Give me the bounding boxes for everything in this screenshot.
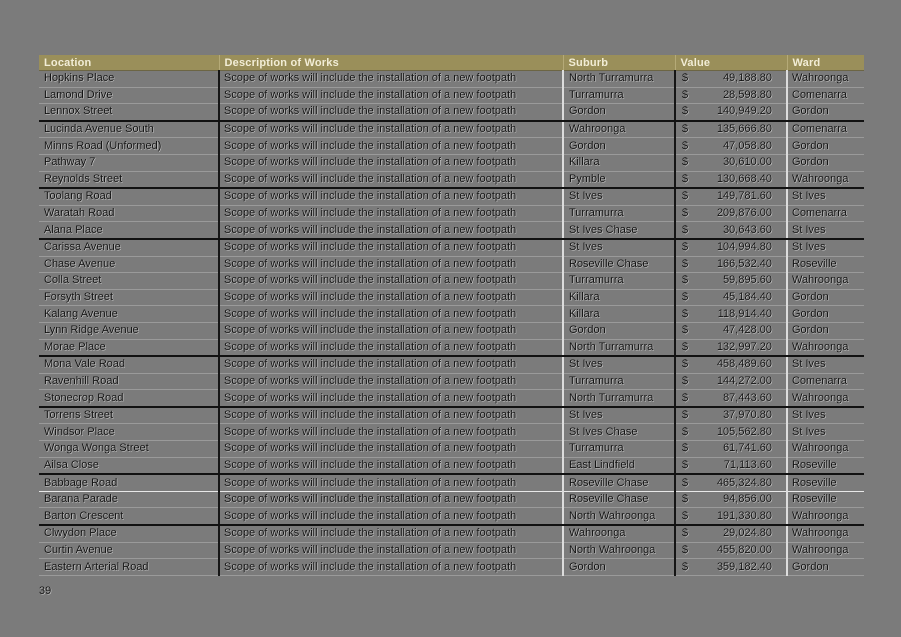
cell-ward: St Ives [787,424,864,441]
value-amount: 118,914.40 [717,307,772,320]
currency-symbol: $ [682,476,689,489]
table-row [39,171,864,188]
value-amount: 105,562.80 [716,425,772,438]
table-row [39,71,864,88]
cell-suburb: Wahroonga [563,525,675,542]
currency-symbol: $ [682,72,689,85]
cell-location: Hopkins Place [39,71,219,88]
currency-symbol: $ [682,156,689,169]
currency-symbol: $ [682,291,689,304]
value-amount: 37,970.80 [723,409,772,422]
cell-value [675,273,787,290]
table-row [39,542,864,559]
cell-location: Chase Avenue [39,256,219,273]
cell-value [675,306,787,323]
cell-value [675,441,787,458]
table-row [39,356,864,373]
currency-symbol: $ [682,358,689,371]
cell-value [675,289,787,306]
cell-description: Scope of works will include the installation of a new footpath [219,205,563,222]
cell-value [675,491,787,508]
cell-description: Scope of works will include the installation of a new footpath [219,154,563,171]
currency-symbol: $ [682,257,689,270]
cell-ward: Gordon [787,289,864,306]
cell-description: Scope of works will include the installation of a new footpath [219,474,563,491]
cell-location: Eastern Arterial Road [39,559,219,576]
currency-symbol: $ [682,560,689,573]
cell-ward: Wahroonga [787,542,864,559]
table-row [39,104,864,121]
cell-description: Scope of works will include the installation of a new footpath [219,256,563,273]
cell-ward: Comenarra [787,121,864,138]
currency-symbol: $ [682,274,689,287]
value-amount: 209,876.00 [716,207,772,220]
table-row [39,188,864,205]
currency-symbol: $ [682,307,689,320]
value-amount: 59,895.60 [723,274,772,287]
cell-suburb: North Turramurra [563,390,675,407]
cell-description: Scope of works will include the installation of a new footpath [219,339,563,356]
table-row [39,256,864,273]
cell-ward: Roseville [787,474,864,491]
table-row [39,474,864,491]
cell-suburb: Gordon [563,559,675,576]
table-row [39,508,864,525]
table-row [39,138,864,155]
value-amount: 47,428.00 [723,324,772,337]
value-amount: 191,330.80 [716,509,772,522]
header-suburb: Suburb [563,55,675,71]
value-amount: 30,643.60 [723,223,772,236]
cell-value [675,508,787,525]
cell-description: Scope of works will include the installation of a new footpath [219,306,563,323]
value-amount: 144,272.00 [716,374,772,387]
cell-description: Scope of works will include the installation of a new footpath [219,525,563,542]
currency-symbol: $ [682,409,689,422]
cell-suburb: Pymble [563,171,675,188]
cell-value [675,322,787,339]
cell-description: Scope of works will include the installation of a new footpath [219,87,563,104]
cell-ward: Roseville [787,256,864,273]
cell-value [675,457,787,474]
page-number: 39 [39,585,52,597]
cell-location: Minns Road (Unformed) [39,138,219,155]
table-row [39,222,864,239]
table-row [39,407,864,424]
value-amount: 47,058.80 [723,139,772,152]
cell-description: Scope of works will include the installation of a new footpath [219,121,563,138]
cell-ward: Wahroonga [787,339,864,356]
cell-suburb: Gordon [563,138,675,155]
cell-location: Carissa Avenue [39,239,219,256]
cell-value [675,205,787,222]
cell-location: Lynn Ridge Avenue [39,322,219,339]
currency-symbol: $ [682,458,689,471]
cell-suburb: Turramurra [563,441,675,458]
value-amount: 87,443.60 [723,391,772,404]
cell-suburb: Killara [563,306,675,323]
table-row [39,559,864,576]
cell-ward: Wahroonga [787,390,864,407]
currency-symbol: $ [682,207,689,220]
cell-suburb: Turramurra [563,205,675,222]
footpath-works-table [39,55,864,576]
cell-description: Scope of works will include the installation of a new footpath [219,457,563,474]
cell-ward: Wahroonga [787,508,864,525]
cell-value [675,542,787,559]
cell-ward: St Ives [787,239,864,256]
value-amount: 455,820.00 [716,543,772,556]
cell-value [675,71,787,88]
table-row [39,491,864,508]
currency-symbol: $ [682,509,689,522]
cell-value [675,424,787,441]
cell-suburb: Gordon [563,322,675,339]
cell-description: Scope of works will include the installation of a new footpath [219,559,563,576]
cell-value [675,390,787,407]
cell-description: Scope of works will include the installation of a new footpath [219,441,563,458]
cell-ward: Comenarra [787,373,864,390]
cell-suburb: Killara [563,289,675,306]
currency-symbol: $ [682,105,689,118]
currency-symbol: $ [682,241,689,254]
cell-ward: St Ives [787,356,864,373]
cell-value [675,356,787,373]
currency-symbol: $ [682,340,689,353]
value-amount: 61,741.60 [723,442,772,455]
cell-location: Ailsa Close [39,457,219,474]
value-amount: 45,184.40 [723,291,772,304]
cell-location: Colla Street [39,273,219,290]
currency-symbol: $ [682,139,689,152]
cell-description: Scope of works will include the installation of a new footpath [219,356,563,373]
cell-suburb: St Ives [563,356,675,373]
table-row [39,239,864,256]
currency-symbol: $ [682,324,689,337]
cell-value [675,525,787,542]
table-row [39,424,864,441]
cell-description: Scope of works will include the installation of a new footpath [219,289,563,306]
currency-symbol: $ [682,88,689,101]
value-amount: 28,598.80 [723,88,772,101]
value-amount: 465,324.80 [716,476,772,489]
value-amount: 30,610.00 [723,156,772,169]
cell-suburb: Roseville Chase [563,256,675,273]
cell-suburb: North Turramurra [563,71,675,88]
currency-symbol: $ [682,493,689,506]
currency-symbol: $ [682,190,689,203]
cell-description: Scope of works will include the installation of a new footpath [219,508,563,525]
cell-ward: Comenarra [787,87,864,104]
cell-suburb: North Wahroonga [563,542,675,559]
cell-ward: Gordon [787,559,864,576]
cell-value [675,171,787,188]
cell-value [675,87,787,104]
cell-location: Toolang Road [39,188,219,205]
table-row [39,390,864,407]
cell-ward: St Ives [787,407,864,424]
cell-ward: Wahroonga [787,171,864,188]
cell-location: Lennox Street [39,104,219,121]
table-row [39,339,864,356]
cell-suburb: St Ives Chase [563,222,675,239]
cell-suburb: St Ives [563,239,675,256]
cell-description: Scope of works will include the installation of a new footpath [219,542,563,559]
cell-location: Morae Place [39,339,219,356]
cell-suburb: St Ives Chase [563,424,675,441]
value-amount: 166,532.40 [716,257,772,270]
cell-ward: Roseville [787,457,864,474]
table-row [39,289,864,306]
cell-description: Scope of works will include the installation of a new footpath [219,424,563,441]
header-location: Location [39,55,219,71]
cell-value [675,559,787,576]
table-header-row [39,55,864,71]
cell-ward: Gordon [787,104,864,121]
cell-suburb: North Turramurra [563,339,675,356]
table-row [39,457,864,474]
cell-ward: Gordon [787,306,864,323]
table-row [39,373,864,390]
cell-location: Waratah Road [39,205,219,222]
table-row [39,441,864,458]
table-row [39,154,864,171]
value-amount: 149,781.60 [716,190,772,203]
header-description: Description of Works [219,55,563,71]
table-row [39,273,864,290]
table-row [39,525,864,542]
cell-value [675,339,787,356]
value-amount: 140,949.20 [716,105,772,118]
cell-location: Barton Crescent [39,508,219,525]
cell-description: Scope of works will include the installation of a new footpath [219,273,563,290]
table-row [39,322,864,339]
cell-location: Windsor Place [39,424,219,441]
value-amount: 130,668.40 [716,172,772,185]
cell-value [675,154,787,171]
cell-suburb: Killara [563,154,675,171]
cell-description: Scope of works will include the installation of a new footpath [219,390,563,407]
cell-value [675,121,787,138]
cell-description: Scope of works will include the installation of a new footpath [219,407,563,424]
cell-ward: Gordon [787,154,864,171]
cell-ward: Comenarra [787,205,864,222]
value-amount: 29,024.80 [723,527,772,540]
value-amount: 104,994.80 [716,241,772,254]
cell-location: Pathway 7 [39,154,219,171]
cell-location: Curtin Avenue [39,542,219,559]
cell-location: Forsyth Street [39,289,219,306]
cell-location: Kalang Avenue [39,306,219,323]
header-ward: Ward [787,55,864,71]
cell-suburb: Turramurra [563,373,675,390]
currency-symbol: $ [682,543,689,556]
currency-symbol: $ [682,172,689,185]
header-value: Value [675,55,787,71]
cell-ward: Wahroonga [787,525,864,542]
cell-suburb: Turramurra [563,273,675,290]
cell-ward: Wahroonga [787,441,864,458]
cell-description: Scope of works will include the installation of a new footpath [219,222,563,239]
cell-description: Scope of works will include the installation of a new footpath [219,71,563,88]
cell-description: Scope of works will include the installation of a new footpath [219,104,563,121]
cell-location: Clwydon Place [39,525,219,542]
cell-location: Lamond Drive [39,87,219,104]
cell-suburb: East Lindfield [563,457,675,474]
currency-symbol: $ [682,442,689,455]
cell-ward: Gordon [787,138,864,155]
cell-location: Mona Vale Road [39,356,219,373]
cell-value [675,104,787,121]
cell-value [675,222,787,239]
cell-ward: Wahroonga [787,71,864,88]
currency-symbol: $ [682,425,689,438]
value-amount: 359,182.40 [716,560,772,573]
cell-location: Ravenhill Road [39,373,219,390]
cell-description: Scope of works will include the installation of a new footpath [219,373,563,390]
cell-suburb: Roseville Chase [563,491,675,508]
table-body [39,71,864,576]
cell-value [675,474,787,491]
cell-value [675,407,787,424]
cell-ward: Roseville [787,491,864,508]
cell-location: Torrens Street [39,407,219,424]
cell-location: Lucinda Avenue South [39,121,219,138]
value-amount: 71,113.60 [723,458,772,471]
value-amount: 94,856.00 [723,493,772,506]
value-amount: 458,489.60 [716,358,772,371]
cell-suburb: Roseville Chase [563,474,675,491]
cell-description: Scope of works will include the installation of a new footpath [219,322,563,339]
cell-description: Scope of works will include the installation of a new footpath [219,171,563,188]
cell-description: Scope of works will include the installation of a new footpath [219,491,563,508]
table-row [39,306,864,323]
cell-suburb: Wahroonga [563,121,675,138]
cell-value [675,138,787,155]
cell-ward: St Ives [787,222,864,239]
cell-location: Reynolds Street [39,171,219,188]
cell-description: Scope of works will include the installation of a new footpath [219,188,563,205]
cell-value [675,188,787,205]
cell-location: Wonga Wonga Street [39,441,219,458]
value-amount: 49,188.80 [723,72,772,85]
table-row [39,87,864,104]
cell-ward: Gordon [787,322,864,339]
value-amount: 135,666.80 [716,123,772,136]
cell-location: Barana Parade [39,491,219,508]
cell-value [675,373,787,390]
table-row [39,205,864,222]
cell-ward: St Ives [787,188,864,205]
table-row [39,121,864,138]
cell-description: Scope of works will include the installation of a new footpath [219,138,563,155]
cell-suburb: Gordon [563,104,675,121]
cell-suburb: North Wahroonga [563,508,675,525]
cell-value [675,256,787,273]
cell-value [675,239,787,256]
cell-suburb: St Ives [563,407,675,424]
cell-ward: Wahroonga [787,273,864,290]
currency-symbol: $ [682,123,689,136]
cell-location: Babbage Road [39,474,219,491]
cell-description: Scope of works will include the installation of a new footpath [219,239,563,256]
cell-location: Stonecrop Road [39,390,219,407]
cell-location: Alana Place [39,222,219,239]
currency-symbol: $ [682,527,689,540]
cell-suburb: Turramurra [563,87,675,104]
currency-symbol: $ [682,374,689,387]
value-amount: 132,997.20 [716,340,772,353]
currency-symbol: $ [682,223,689,236]
currency-symbol: $ [682,391,689,404]
cell-suburb: St Ives [563,188,675,205]
